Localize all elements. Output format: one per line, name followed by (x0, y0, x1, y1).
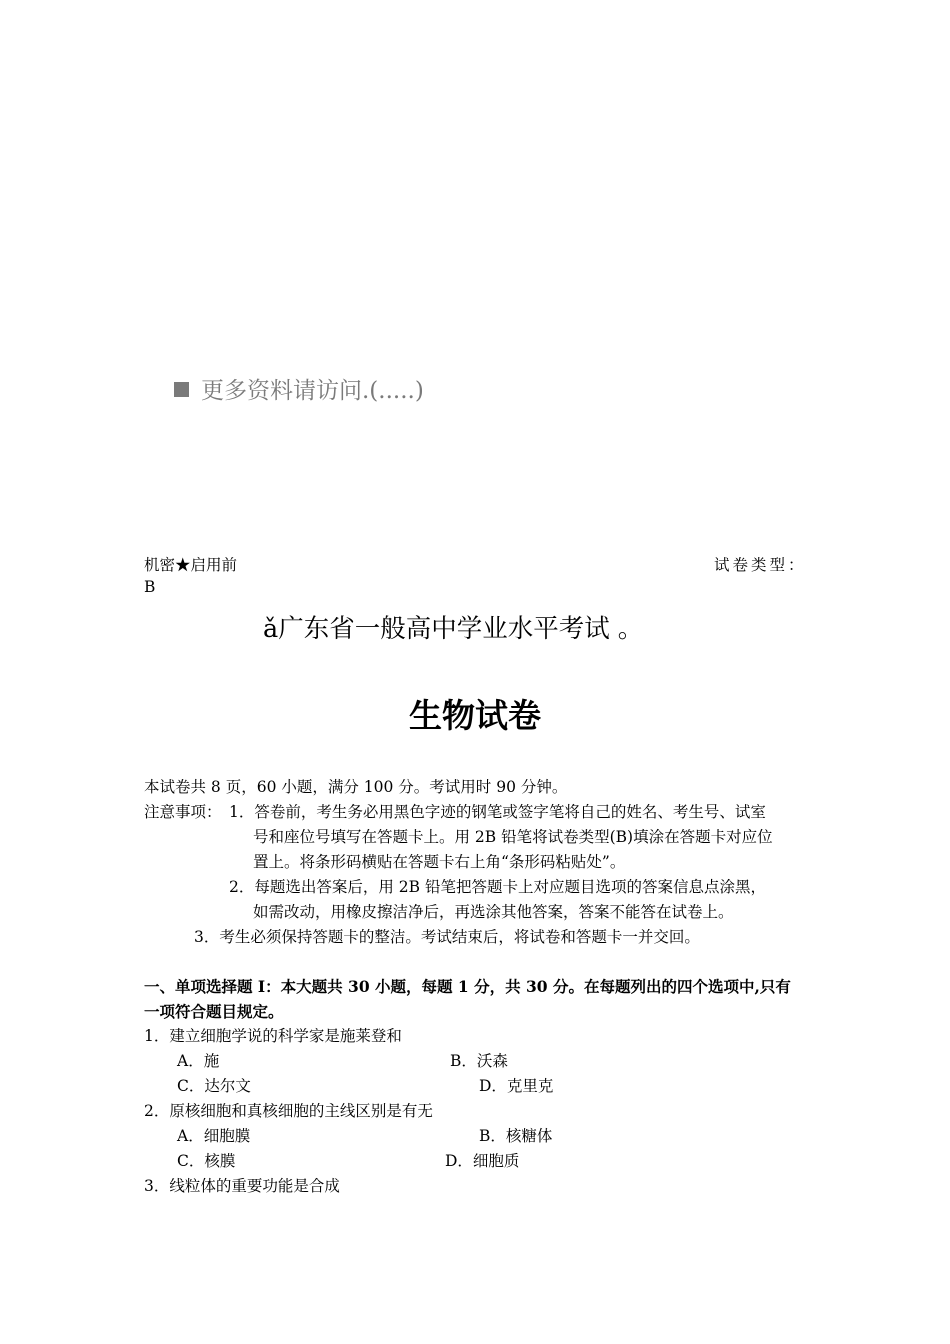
note-1-line-2: 号和座位号填写在答题卡上。用 2B 铅笔将试卷类型(B)填涂在答题卡对应位 (253, 828, 773, 846)
paper-type-value: B (144, 578, 156, 596)
promo-banner-text: 更多资料请访问.(.....) (201, 378, 424, 404)
section-1-heading-line-1: 一、单项选择题 I：本大题共 30 小题，每题 1 分，共 30 分。在每题列出的四个选项中,只有 (144, 977, 791, 996)
promo-banner (174, 372, 424, 405)
paper-type-label: 试卷类型： (714, 556, 807, 574)
note-1-line-3: 置上。将条形码横贴在答题卡右上角“条形码粘贴处”。 (253, 853, 626, 871)
question-1-option-a: A．施 (177, 1052, 220, 1070)
question-2-stem: 2．原核细胞和真核细胞的主线区别是有无 (144, 1102, 433, 1120)
question-1-option-c: C．达尔文 (177, 1077, 251, 1095)
note-3: 3．考生必须保持答题卡的整洁。考试结束后，将试卷和答题卡一并交回。 (194, 928, 700, 946)
question-1-option-b: B．沃森 (450, 1052, 508, 1070)
note-2-line-1: 2．每题选出答案后，用 2B 铅笔把答题卡上对应题目选项的答案信息点涂黑， (229, 878, 766, 896)
note-1-line-1: 1．答卷前，考生务必用黑色字迹的钢笔或签字笔将自己的姓名、考生号、试室 (229, 803, 766, 821)
question-3-stem: 3．线粒体的重要功能是合成 (144, 1177, 340, 1195)
question-2-option-d: D．细胞质 (445, 1152, 520, 1170)
note-2-line-2: 如需改动，用橡皮擦洁净后，再选涂其他答案，答案不能答在试卷上。 (253, 903, 734, 921)
question-1-option-d: D．克里克 (479, 1077, 554, 1095)
question-1-stem: 1．建立细胞学说的科学家是施莱登和 (144, 1027, 402, 1045)
confidential-label: 机密★启用前 (144, 556, 238, 574)
section-1-heading-line-2: 一项符合题目规定。 (144, 1002, 284, 1021)
exam-title: ǎ广东省一般高中学业水平考试 。 (263, 614, 644, 644)
question-2-option-a: A．细胞膜 (177, 1127, 251, 1145)
question-2-option-b: B．核糖体 (479, 1127, 553, 1145)
subject-title: 生物试卷 (409, 696, 541, 735)
question-2-option-c: C．核膜 (177, 1152, 236, 1170)
notes-label: 注意事项： (144, 803, 222, 821)
intro-text: 本试卷共 8 页，60 小题，满分 100 分。考试用时 90 分钟。 (144, 778, 568, 796)
square-bullet-icon (174, 382, 189, 397)
